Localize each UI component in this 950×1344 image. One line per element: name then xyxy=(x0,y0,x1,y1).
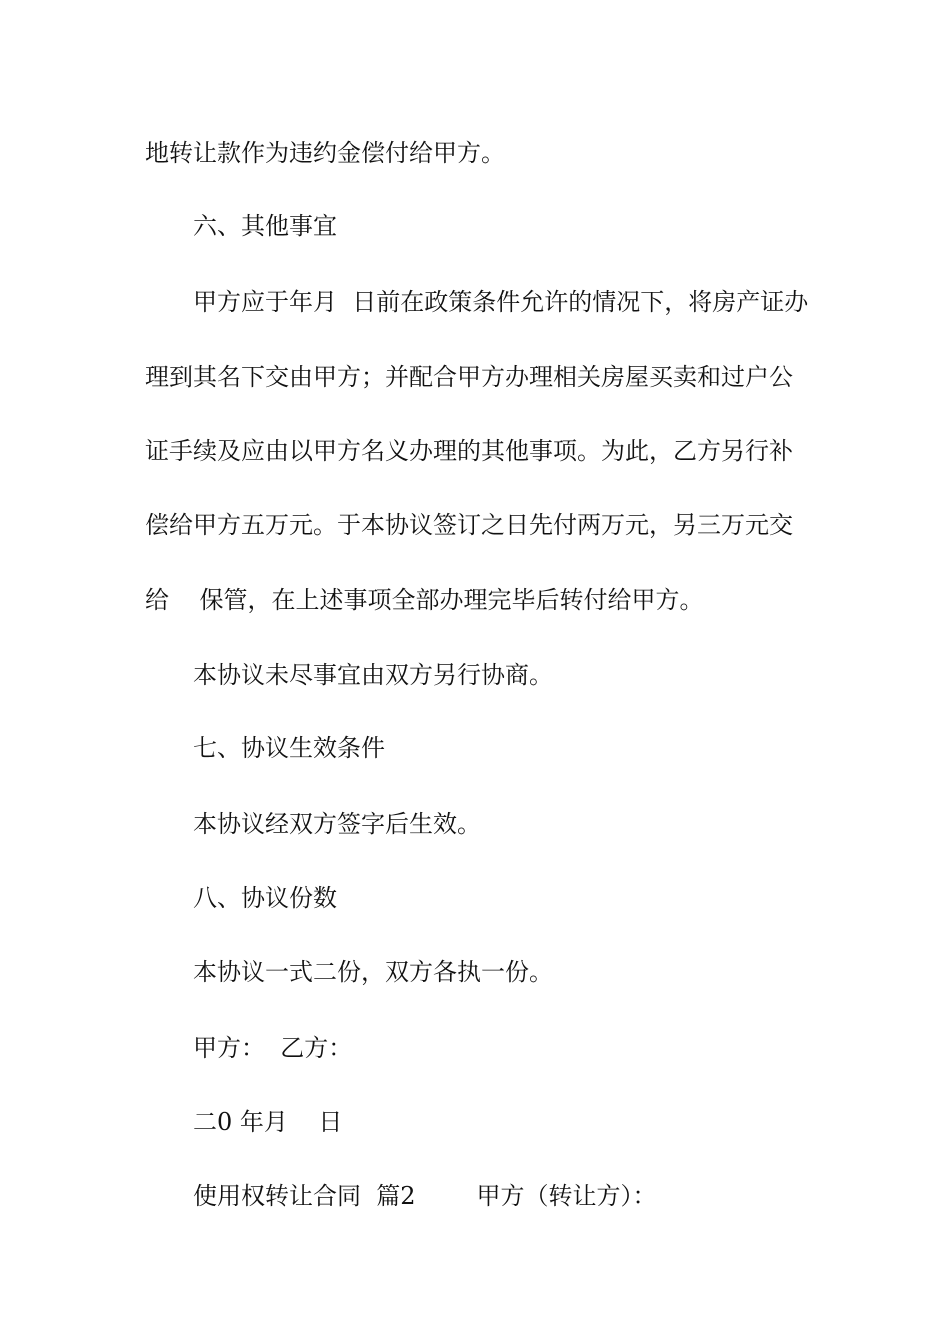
contract-title-line: 使用权转让合同 篇2 甲方（转让方）： xyxy=(193,1182,657,1210)
section-heading-other-matters: 六、其他事宜 xyxy=(193,212,337,240)
paragraph-line: 本协议未尽事宜由双方另行协商。 xyxy=(193,661,553,689)
signature-line: 甲方： 乙方： xyxy=(193,1034,353,1062)
paragraph-line: 给 保管，在上述事项全部办理完毕后转付给甲方。 xyxy=(145,586,704,614)
section-heading-effective-conditions: 七、协议生效条件 xyxy=(193,734,385,762)
section-heading-copies: 八、协议份数 xyxy=(193,884,337,912)
paragraph-line: 地转让款作为违约金偿付给甲方。 xyxy=(145,139,505,167)
paragraph-line: 偿给甲方五万元。于本协议签订之日先付两万元，另三万元交 xyxy=(145,511,793,539)
paragraph-line: 甲方应于年月 日前在政策条件允许的情况下，将房产证办 xyxy=(193,288,809,316)
paragraph-line: 理到其名下交由甲方；并配合甲方办理相关房屋买卖和过户公 xyxy=(145,363,793,391)
paragraph-line: 证手续及应由以甲方名义办理的其他事项。为此，乙方另行补 xyxy=(145,437,793,465)
paragraph-line: 本协议经双方签字后生效。 xyxy=(193,810,481,838)
date-line: 二0 年月 日 xyxy=(193,1108,343,1136)
paragraph-line: 本协议一式二份，双方各执一份。 xyxy=(193,958,553,986)
